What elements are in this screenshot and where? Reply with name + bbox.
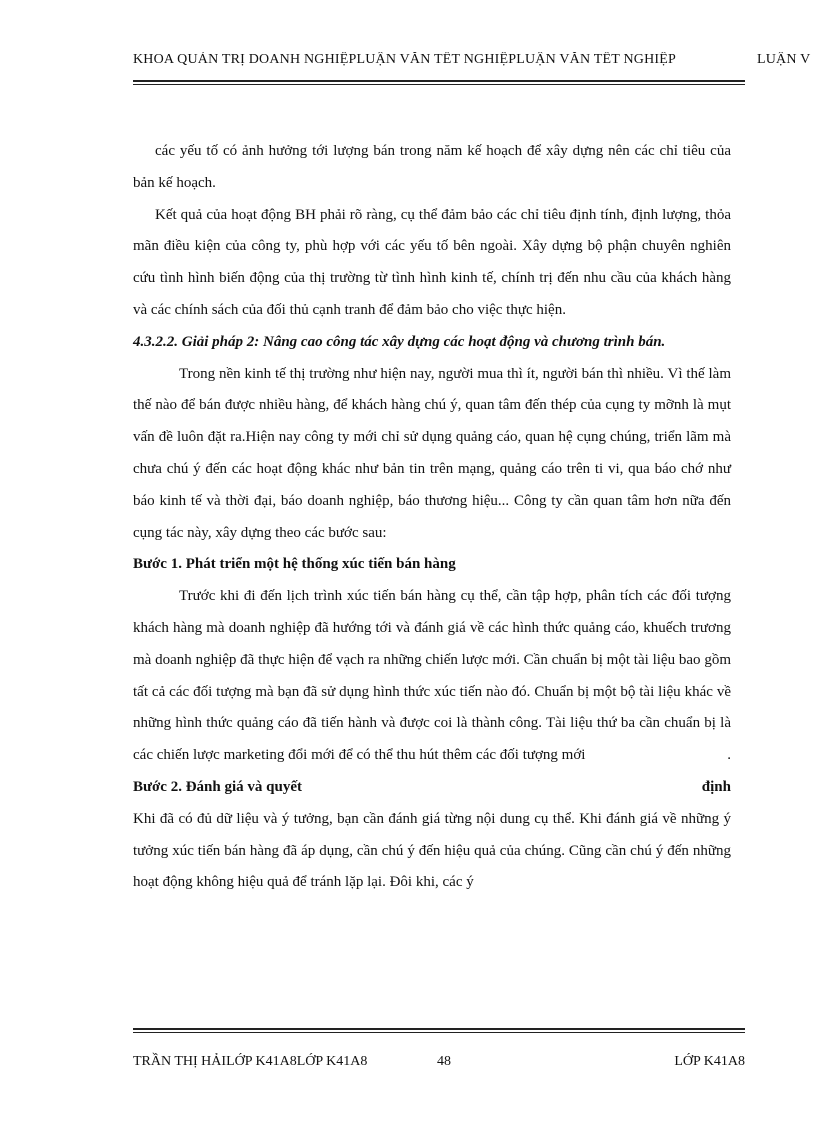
paragraph-2: Kết quả của hoạt động BH phải rõ ràng, cụ thể đảm bảo các chỉ tiêu định tính, định lượng, thỏa mãn điều kiện của công ty, phù hợp với các yếu tố bên ngoài. Xây dựng bộ phận chuyên nghiên cứu tình hình biến động của thị trường từ tình hình kinh tế, chính trị đến nhu cầu của khách hàng và các chính sách của đối thủ cạnh tranh để đảm bảo cho việc thực hiện. (133, 206, 731, 318)
footer-class: LỚP K41A8 (674, 1054, 745, 1069)
step-2-heading (133, 772, 731, 804)
step-1-heading: Bước 1. Phát triển một hệ thống xúc tiến bán hàng (133, 556, 456, 573)
step-2-heading-right: định (701, 778, 731, 795)
paragraph-1: các yếu tố có ảnh hưởng tới lượng bán trong năm kế hoạch để xây dựng nên các chỉ tiêu của bản kế hoạch. (133, 143, 731, 191)
page-footer (133, 1054, 745, 1076)
paragraph-4 (133, 581, 731, 772)
page-number: 48 (437, 1054, 451, 1069)
header-rule (133, 80, 745, 85)
paragraph-4-end: . (727, 747, 731, 764)
step-2-heading-left: Bước 2. Đánh giá và quyết (133, 778, 302, 795)
footer-rule (133, 1028, 745, 1033)
paragraph-5: Khi đã có đủ dữ liệu và ý tưởng, bạn cần đánh giá từng nội dung cụ thể. Khi đánh giá về những ý tưởng xúc tiến bán hàng đã áp dụng, cần chú ý đến hiệu quả của chúng. Cũng cần chú ý đến những hoạt động không hiệu quả để tránh lặp lại. Đôi khi, các ý (133, 810, 731, 891)
footer-author: TRẦN THỊ HẢILỚP K41A8LỚP K41A8 (133, 1054, 368, 1069)
header-title: KHOA QUẢN TRỊ DOANH NGHIỆPLUẬN VĂN TẾT NGHIỆPLUẬN VĂN TẾT NGHIỆP (133, 52, 676, 67)
solution-heading: 4.3.2.2. Giải pháp 2: Nâng cao công tác xây dựng các hoạt động và chương trình bán. (133, 333, 666, 350)
header-title-right: LUẬN V (757, 52, 811, 67)
paragraph-4-text: Trước khi đi đến lịch trình xúc tiến bán hàng cụ thể, cần tập hợp, phân tích các đối tượng khách hàng mà doanh nghiệp đã hướng tới và đánh giá về các hình thức quảng cáo, khuếch trương mà doanh nghiệp đã thực hiện để vạch ra những chiến lược mới. Cần chuẩn bị một tài liệu bao gồm tất cả các đối tượng mà bạn đã sử dụng hình thức xúc tiến nào đó. Chuẩn bị một bộ tài liệu khác về những hình thức quảng cáo đã tiến hành và được coi là thành công. Tài liệu thứ ba cần chuẩn bị là các chiến lược marketing đổi mới để có thể thu hút thêm các đối tượng mới (133, 588, 731, 764)
document-body (133, 136, 731, 899)
page-header (133, 52, 816, 76)
paragraph-3: Trong nền kinh tế thị trường như hiện nay, người mua thì ít, người bán thì nhiều. Vì thế làm thế nào để bán được nhiều hàng, để khách hàng chú ý, quan tâm đến thép của cụng ty mỡnh là mụt vấn đề luôn đặt ra.Hiện nay công ty mới chỉ sử dụng quảng cáo, quan hệ cụng chúng, triển lãm mà chưa chú ý đến các hoạt động khác như bản tin trên mạng, quảng cáo trên ti vi, qua báo chớ như báo kinh tế và thời đại, báo doanh nghiệp, báo thương hiệu... Công ty cần quan tâm hơn nữa đến cụng tác này, xây dựng theo các bước sau: (133, 365, 731, 541)
